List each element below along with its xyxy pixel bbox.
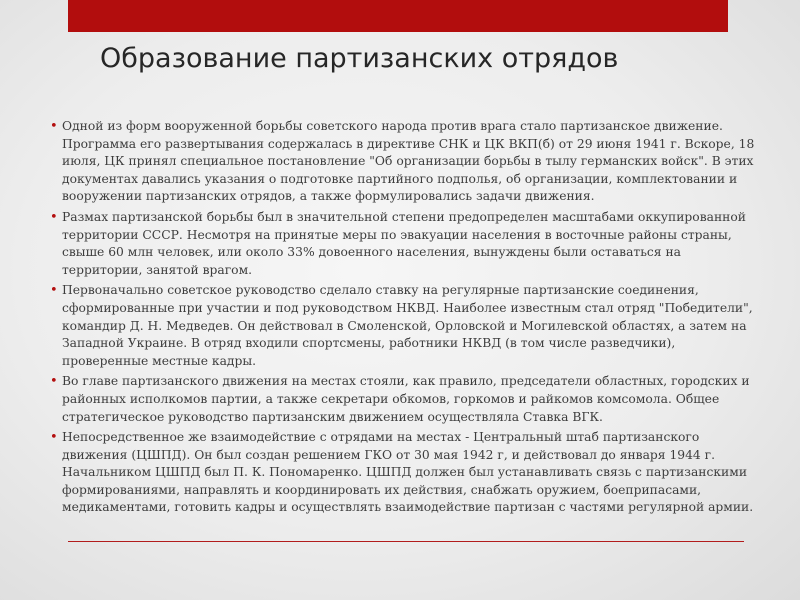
bullet-marker-icon: • (50, 209, 58, 225)
bullet-item (48, 429, 760, 517)
bottom-divider (68, 541, 744, 542)
bullet-text: Первоначально советское руководство сделало ставку на регулярные партизанские соединения, сформированные при участии и под руководством НКВД. Наиболее известным стал отряд "Победители", командир Д. Н. Медведев. Он действовал в Смоленской, Орловской и Могилевской областях, а затем на Западной Украине. В отряд входили спортсмены, работники НКВД (в том числе разведчики), проверенные местные кадры. (62, 283, 753, 368)
bullet-text: Размах партизанской борьбы был в значительной степени предопределен масштабами оккупированной территории СССР. Несмотря на принятые меры по эвакуации населения в восточные районы страны, свыше 60 млн человек, или около 33% довоенного населения, вынуждены были оставаться на территории, занятой врагом. (62, 209, 746, 277)
bullet-marker-icon: • (50, 374, 58, 390)
slide-title: Образование партизанских отрядов (100, 43, 619, 74)
bullet-text: Непосредственное же взаимодействие с отрядами на местах - Центральный штаб партизанского движения (ЦШПД). Он был создан решением ГКО от 30 мая 1942 г, и действовал до января 1944 г. Начальником ЦШПД был П. К. Пономаренко. ЦШПД должен был устанавливать связь с партизанскими формированиями, направлять и координировать их действия, снабжать оружием, боеприпасами, медикаментами, готовить кадры и осуществлять взаимодействие партизан с частями регулярной армии. (62, 430, 754, 515)
bullet-text: Одной из форм вооруженной борьбы советского народа против врага стало партизанское движение. Программа его развертывания содержалась в директиве СНК и ЦК ВКП(б) от 29 июня 1941 г. Вскоре, 18 июля, ЦК принял специальное постановление "Об организации борьбы в тылу германских войск". В этих документах давались указания о подготовке партийного подполья, об организации, комплектовании и вооружении партизанских отрядов, а также формулировались задачи движения. (62, 119, 755, 204)
bullet-marker-icon: • (50, 430, 58, 446)
top-accent-bar (68, 0, 728, 32)
bullet-marker-icon: • (50, 283, 58, 299)
bullet-item (48, 373, 760, 426)
bullet-item (48, 118, 760, 206)
bullet-marker-icon: • (50, 119, 58, 134)
slide-content (48, 118, 760, 548)
bullet-list (48, 118, 760, 517)
bullet-item (48, 209, 760, 279)
bullet-item (48, 282, 760, 370)
bullet-text: Во главе партизанского движения на местах стояли, как правило, председатели областных, городских и районных исполкомов партии, а также секретари обкомов, горкомов и райкомов комсомола. Общее стратегическое руководство партизанским движением осуществляла Ставка ВГК. (62, 374, 750, 424)
